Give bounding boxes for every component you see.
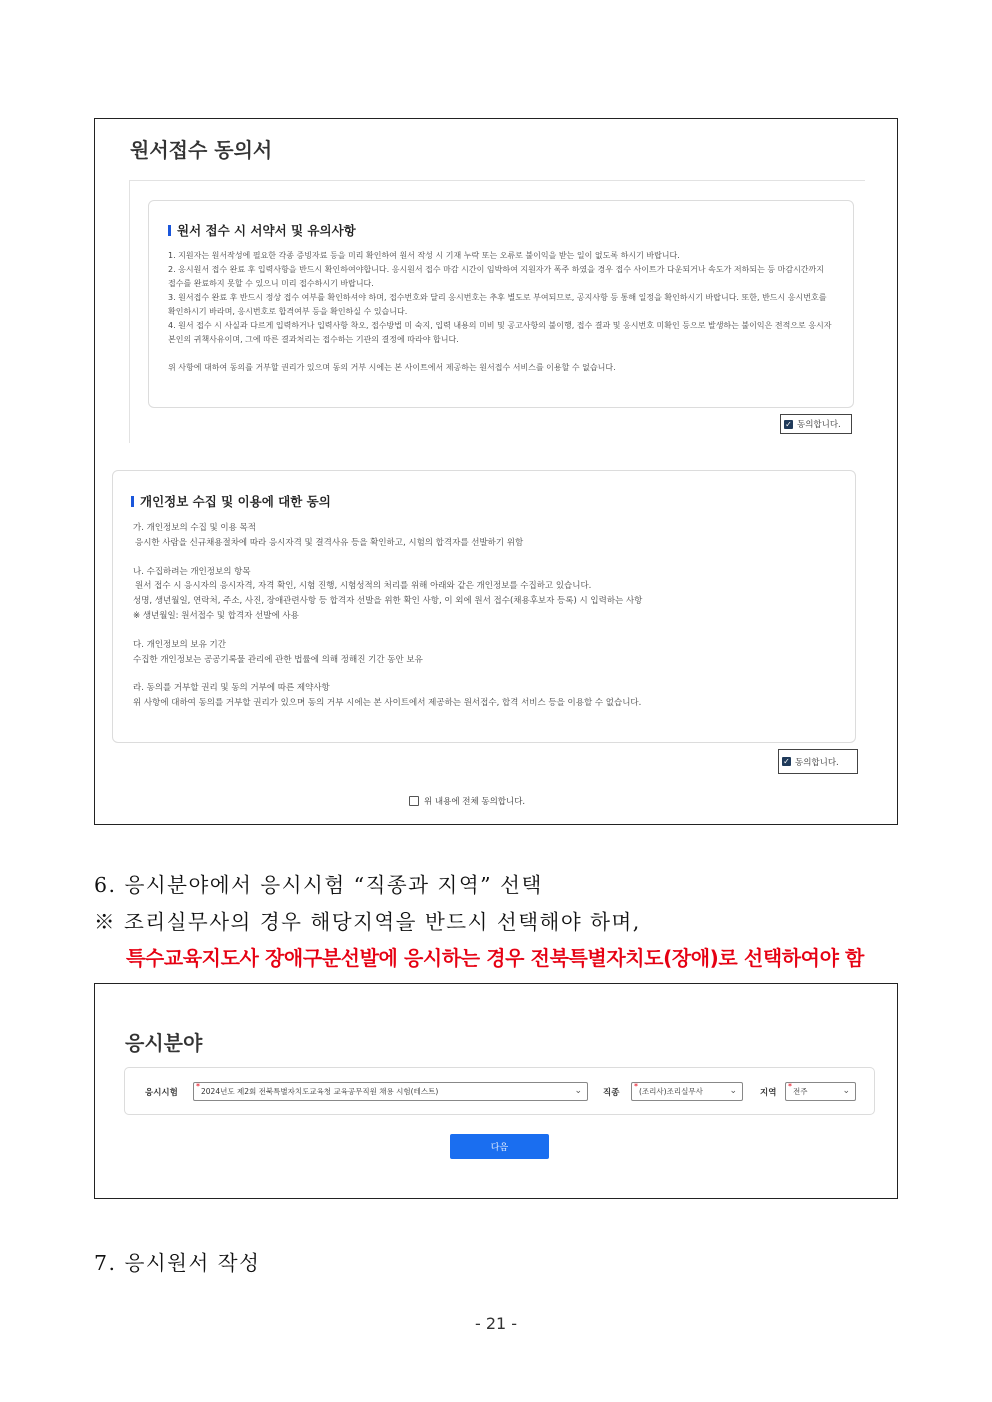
privacy-line: 원서 접수 시 응시자의 응시자격, 자격 확인, 시험 진행, 시험성적의 처리를 위해 아래와 같은 개인정보를 수집하고 있습니다. xyxy=(135,581,592,592)
consent-line: 2. 응시원서 접수 완료 후 입력사항을 반드시 확인하여야합니다. 응시원서 접수 마감 시간이 임박하여 지원자가 폭주 하였을 경우 접수 사이트가 다운되거나 속도가 저하되는 등 마감시간까지 xyxy=(168,265,824,274)
region-select-value: 전주 xyxy=(793,1087,808,1096)
agree-all-label: 위 내용에 전체 동의합니다. xyxy=(424,797,526,807)
page-number: - 21 - xyxy=(474,1314,518,1333)
step6-heading: 6. 응시분야에서 응시시험 “직종과 지역” 선택 xyxy=(94,873,543,897)
privacy-line: 성명, 생년월일, 연락처, 주소, 사진, 장애관련사항 등 합격자 선발을 위한 확인 사항, 이 외에 원서 접수(채용후보자 등록) 시 입력하는 사항 xyxy=(133,596,643,607)
checkbox-checked-icon: ✓ xyxy=(783,757,790,766)
privacy-heading: 다. 개인정보의 보유 기간 xyxy=(133,639,226,650)
exam-select[interactable] xyxy=(193,1082,588,1101)
step6-warning: 특수교육지도사 장애구분선발에 응시하는 경우 전북특별자치도(장애)로 선택하여야 함 xyxy=(126,946,864,970)
privacy-line: ※ 생년월일: 원서접수 및 합격자 선발에 사용 xyxy=(133,610,299,621)
section-marker-icon xyxy=(168,225,171,236)
consent-page-title: 원서접수 동의서 xyxy=(130,138,273,162)
chevron-down-icon: ⌄ xyxy=(574,1086,582,1096)
exam-label: 응시시험 xyxy=(145,1088,178,1098)
checkbox-empty-icon xyxy=(409,796,419,806)
privacy-heading: 가. 개인정보의 수집 및 이용 목적 xyxy=(133,523,256,533)
checkbox-checked-icon: ✓ xyxy=(785,419,792,429)
consent-line: 4. 원서 접수 시 사실과 다르게 입력하거나 입력사항 착오, 접수방법 미 숙지, 입력 내용의 미비 및 공고사항의 불이행, 접수 결과 및 응시번호 미확인 등으로 발생하는 불이익은 전적으로 응시자 xyxy=(168,321,832,330)
privacy-heading: 나. 수집하려는 개인정보의 항목 xyxy=(133,566,251,577)
consent-section2-title: 개인정보 수집 및 이용에 대한 동의 xyxy=(131,492,331,510)
consent-section2-body xyxy=(133,521,848,711)
consent-line: 본인의 귀책사유이며, 그에 따른 결과처리는 접수하는 기관의 결정에 따라야 합니다. xyxy=(168,335,459,344)
consent-section1-title: 원서 접수 시 서약서 및 유의사항 xyxy=(168,221,356,239)
agree-all-checkbox[interactable] xyxy=(409,795,525,807)
region-select[interactable] xyxy=(785,1082,856,1101)
chevron-down-icon: ⌄ xyxy=(842,1086,850,1096)
required-mark: * xyxy=(788,1082,792,1091)
consent-line: 접수를 완료하지 못할 수 있으니 미리 접수하시기 바랍니다. xyxy=(168,279,374,288)
step7-heading: 7. 응시원서 작성 xyxy=(94,1251,261,1275)
job-select-value: (조리사)조리실무사 xyxy=(639,1087,703,1096)
required-mark: * xyxy=(634,1082,638,1091)
privacy-heading: 라. 동의를 거부할 권리 및 동의 거부에 따른 제약사항 xyxy=(133,683,330,694)
consent-section1-body xyxy=(168,249,848,375)
agree-checkbox-section1[interactable] xyxy=(780,414,852,434)
step6-note: ※ 조리실무사의 경우 해당지역을 반드시 선택해야 하며, xyxy=(94,910,641,934)
agree-checkbox-section2[interactable] xyxy=(778,749,858,774)
agree-label: 동의합니다. xyxy=(795,757,839,768)
consent-line: 확인하시기 바라며, 응시번호로 합격여부 등을 확인하실 수 있습니다. xyxy=(168,307,408,316)
consent-line: 1. 지원자는 원서작성에 필요한 각종 증빙자료 등을 미리 확인하여 원서 작성 시 기재 누락 또는 오류로 불이익을 받는 일이 없도록 하시기 바랍니다. xyxy=(168,251,680,260)
job-label: 직종 xyxy=(603,1088,620,1098)
chevron-down-icon: ⌄ xyxy=(729,1086,737,1096)
section-marker-icon xyxy=(131,496,134,507)
consent-notice: 위 사항에 대하여 동의를 거부할 권리가 있으며 동의 거부 시에는 본 사이트에서 제공하는 원서접수 서비스를 이용할 수 없습니다. xyxy=(168,363,616,372)
consent-line: 3. 원서접수 완료 후 반드시 정상 접수 여부를 확인하셔야 하며, 접수번호와 달리 응시번호는 추후 별도로 부여되므로, 공지사항 등 통해 일정을 확인하시기 바랍니다. 또한, 반드시 응시번호를 xyxy=(168,293,827,302)
exam-select-value: 2024년도 제2회 전북특별자치도교육청 교육공무직원 채용 시험(테스트) xyxy=(201,1087,439,1096)
job-select[interactable] xyxy=(631,1082,743,1101)
agree-label: 동의합니다. xyxy=(797,420,841,430)
field-page-title: 응시분야 xyxy=(125,1031,203,1055)
privacy-line: 수집한 개인정보는 공공기록물 관리에 관한 법률에 의해 정해진 기간 동안 보유 xyxy=(133,654,423,665)
next-button[interactable]: 다음 xyxy=(450,1134,549,1159)
required-mark: * xyxy=(196,1082,200,1091)
region-label: 지역 xyxy=(760,1088,777,1098)
privacy-line: 응시한 사람을 신규채용절차에 따라 응시자격 및 결격사유 등을 확인하고, 시험의 합격자를 선발하기 위함 xyxy=(135,537,524,548)
privacy-line: 위 사항에 대하여 동의를 거부할 권리가 있으며 동의 거부 시에는 본 사이트에서 제공하는 원서접수, 합격 서비스 등을 이용할 수 없습니다. xyxy=(133,698,642,709)
